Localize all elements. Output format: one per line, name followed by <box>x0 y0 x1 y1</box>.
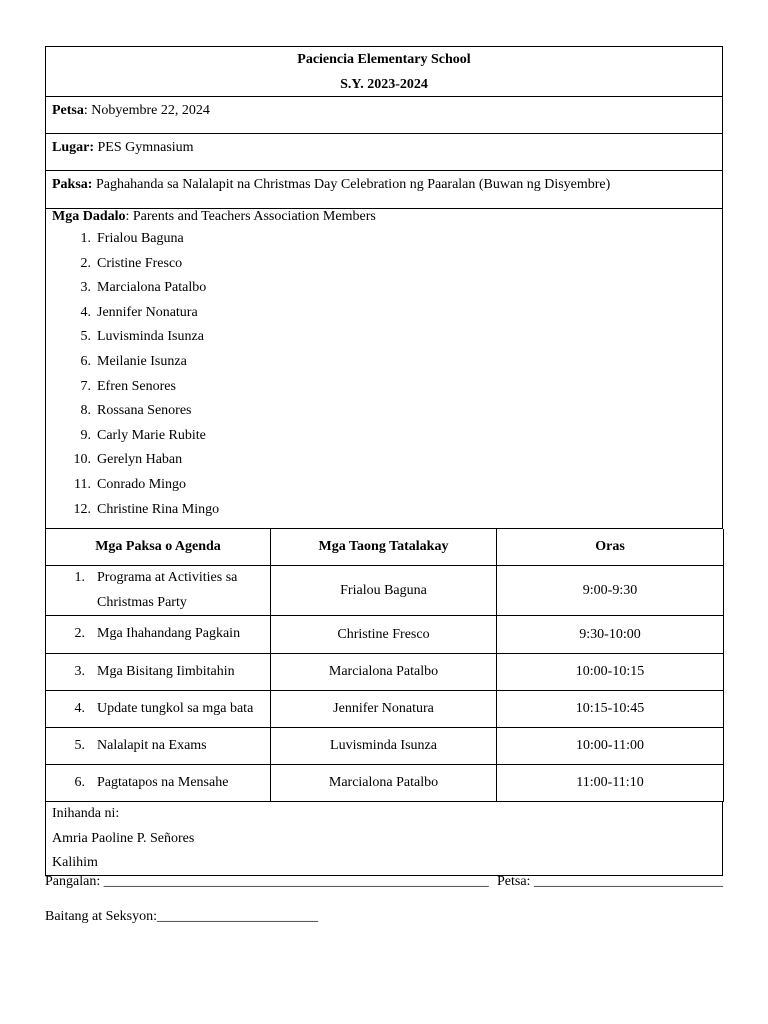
date-field[interactable]: Petsa: ___________________________ <box>497 874 723 889</box>
agenda-row <box>46 765 724 802</box>
attendee-item <box>52 252 716 277</box>
meeting-document <box>45 46 723 876</box>
agenda-topic-cell <box>46 728 271 765</box>
attendee-item <box>52 301 716 326</box>
agenda-row <box>46 691 724 728</box>
attendee-item <box>52 498 716 523</box>
agenda-topic: Update tungkol sa mga bata <box>97 700 254 716</box>
agenda-topic: Mga Ihahandang Pagkain <box>97 626 241 642</box>
agenda-topic-cell <box>46 566 271 616</box>
attendee-name: Frialou Baguna <box>97 231 184 246</box>
attendee-number: 11. <box>74 476 91 492</box>
agenda-time: 9:30-10:00 <box>497 616 724 654</box>
grade-section-field[interactable]: Baitang at Seksyon:_______________________ <box>45 909 318 924</box>
attendee-name: Efren Senores <box>97 378 176 394</box>
attendee-item <box>52 448 716 473</box>
agenda-topic: Mga Bisitang Iimbitahin <box>97 663 235 679</box>
attendees-section <box>45 209 723 529</box>
agenda-time: 10:15-10:45 <box>497 691 724 728</box>
attendee-number: 12. <box>73 501 91 517</box>
agenda-topic-cell <box>46 616 271 654</box>
attendee-name: Marcialona Patalbo <box>97 280 207 296</box>
attendee-item <box>52 399 716 424</box>
attendee-number: 8. <box>80 403 91 419</box>
agenda-topic-header: Mga Paksa o Agenda <box>46 529 271 566</box>
attendee-number: 2. <box>80 255 91 271</box>
agenda-person: Luvisminda Isunza <box>271 728 497 765</box>
topic-value: Paghahanda sa Nalalapit na Christmas Day Celebration ng Paaralan (Buwan ng Disyembre) <box>92 177 611 192</box>
agenda-person: Marcialona Patalbo <box>271 765 497 802</box>
agenda-header-row <box>46 529 724 566</box>
prepared-label: Inihanda ni: <box>52 806 120 821</box>
attendee-item <box>52 424 716 449</box>
attendee-name: Meilanie Isunza <box>97 353 187 369</box>
attendee-name: Carly Marie Rubite <box>97 427 206 443</box>
agenda-topic-cell <box>46 654 271 691</box>
agenda-number: 5. <box>74 737 85 753</box>
attendee-number: 6. <box>80 353 91 369</box>
location-label: Lugar: <box>52 140 94 155</box>
attendee-number: 1. <box>80 231 91 246</box>
agenda-topic: Programa at Activities sa Christmas Party <box>97 570 238 610</box>
agenda-row <box>46 616 724 654</box>
preparer-role: Kalihim <box>52 855 98 871</box>
agenda-row <box>46 728 724 765</box>
attendee-name: Cristine Fresco <box>97 255 183 271</box>
attendee-name: Luvisminda Isunza <box>97 329 204 345</box>
topic-row <box>45 171 723 209</box>
location-row <box>45 134 723 171</box>
document-header <box>45 46 723 97</box>
agenda-time: 11:00-11:10 <box>497 765 724 802</box>
preparer-name: Amria Paoline P. Señores <box>52 830 195 846</box>
agenda-number: 6. <box>74 774 85 790</box>
attendees-group: : Parents and Teachers Association Members <box>125 209 376 224</box>
agenda-topic-cell <box>46 691 271 728</box>
attendee-number: 10. <box>73 452 91 468</box>
agenda-time: 10:00-11:00 <box>497 728 724 765</box>
attendee-name: Gerelyn Haban <box>97 452 183 468</box>
agenda-number: 4. <box>74 700 85 716</box>
location-value: PES Gymnasium <box>94 140 194 155</box>
agenda-person-header: Mga Taong Tatalakay <box>271 529 497 566</box>
attendee-item <box>52 350 716 375</box>
agenda-person: Christine Fresco <box>271 616 497 654</box>
attendees-label: Mga Dadalo <box>52 209 126 224</box>
agenda-time: 9:00-9:30 <box>497 566 724 616</box>
attendee-name: Jennifer Nonatura <box>97 304 198 320</box>
attendee-item <box>52 325 716 350</box>
date-value: : Nobyembre 22, 2024 <box>83 103 210 118</box>
agenda-person: Frialou Baguna <box>271 566 497 616</box>
agenda-row <box>46 566 724 616</box>
topic-label: Paksa: <box>52 177 93 192</box>
agenda-time: 10:00-10:15 <box>497 654 724 691</box>
school-year: S.Y. 2023-2024 <box>340 76 428 92</box>
agenda-person: Jennifer Nonatura <box>271 691 497 728</box>
name-field[interactable]: Pangalan: _______________________________________________________ <box>45 874 489 889</box>
attendee-item <box>52 276 716 301</box>
date-row <box>45 97 723 134</box>
agenda-number: 2. <box>74 626 85 642</box>
attendee-name: Conrado Mingo <box>97 476 187 492</box>
attendees-heading <box>52 209 716 226</box>
agenda-topic: Pagtatapos na Mensahe <box>97 774 229 790</box>
agenda-topic: Nalalapit na Exams <box>97 737 207 753</box>
date-label: Petsa <box>52 103 84 118</box>
prepared-by-section <box>45 802 723 876</box>
agenda-row <box>46 654 724 691</box>
attendee-item <box>52 473 716 498</box>
attendee-name: Christine Rina Mingo <box>97 501 220 517</box>
attendee-number: 4. <box>80 304 91 320</box>
agenda-number: 1. <box>74 570 85 585</box>
agenda-table <box>45 529 724 802</box>
attendee-number: 7. <box>80 378 91 394</box>
attendee-number: 9. <box>80 427 91 443</box>
agenda-time-header: Oras <box>497 529 724 566</box>
agenda-number: 3. <box>74 663 85 679</box>
attendee-number: 5. <box>80 329 91 345</box>
school-name: Paciencia Elementary School <box>297 52 471 67</box>
attendee-name: Rossana Senores <box>97 403 192 419</box>
agenda-topic-cell <box>46 765 271 802</box>
agenda-person: Marcialona Patalbo <box>271 654 497 691</box>
attendee-number: 3. <box>80 280 91 296</box>
attendee-list <box>52 227 716 522</box>
attendee-item <box>52 227 716 252</box>
attendee-item <box>52 375 716 400</box>
